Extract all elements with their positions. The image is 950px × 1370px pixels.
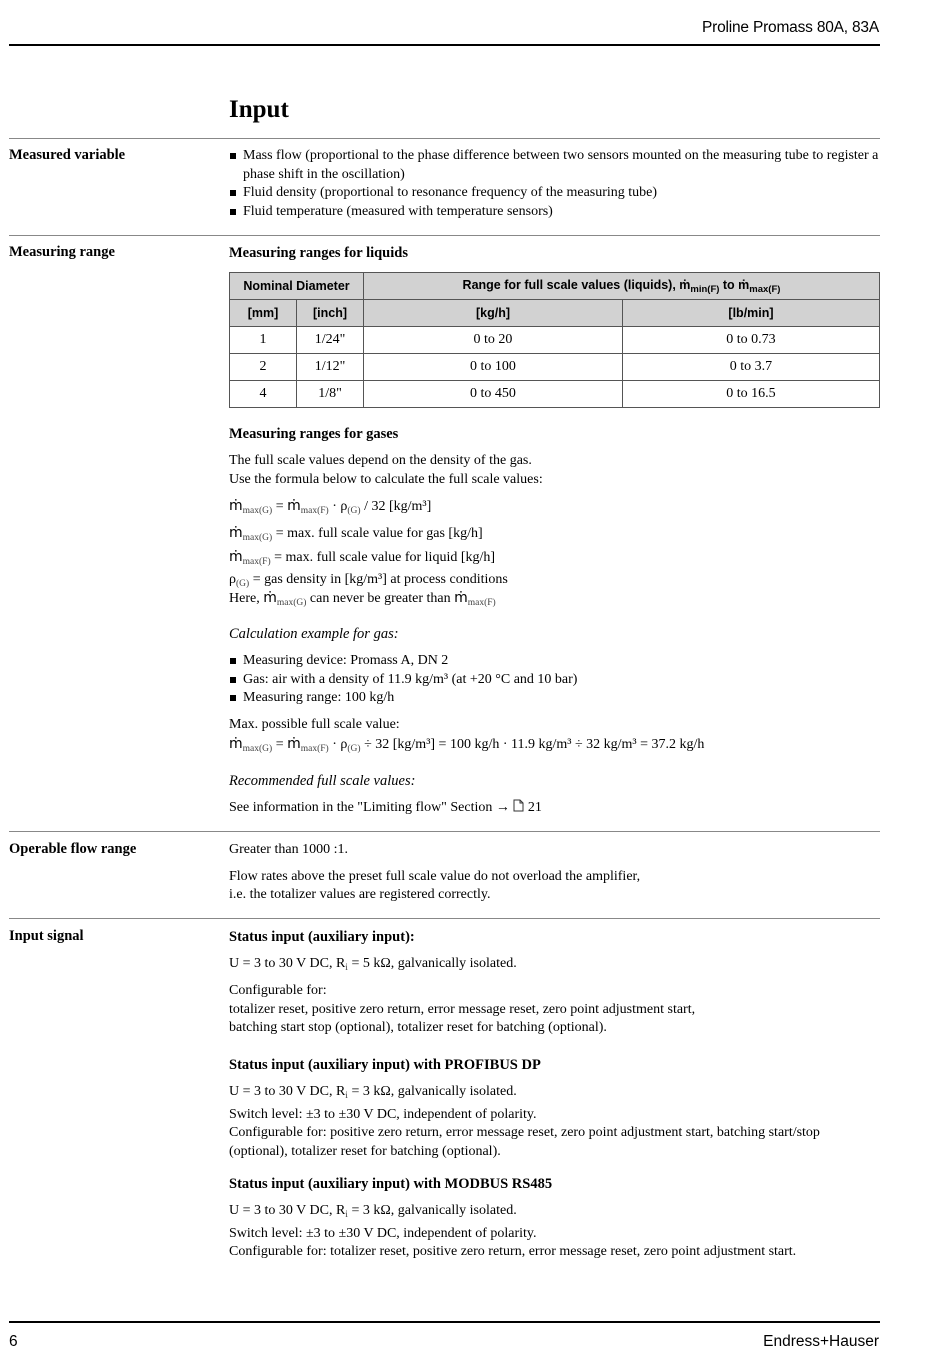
text: = 5 kΩ, galvanically isolated. (347, 956, 517, 971)
page-number: 6 (9, 1333, 18, 1350)
mdot-symbol: ṁ (454, 590, 468, 606)
header-rule (9, 44, 880, 46)
profibus-content (229, 1083, 880, 1161)
calc-heading: Calculation example for gas: (229, 626, 399, 642)
brand-name: Endress+Hauser (763, 1333, 879, 1350)
paragraph: Flow rates above the preset full scale value do not overload the amplifier, (229, 868, 641, 884)
table-cell: 0 to 20 (364, 327, 623, 354)
status-input-config (229, 982, 880, 1038)
label-measured-variable: Measured variable (9, 147, 126, 163)
subscript: max(G) (242, 533, 273, 543)
running-header: Proline Promass 80A, 83A (702, 19, 879, 36)
table-header-range (364, 273, 880, 300)
list-item: Gas: air with a density of 11.9 kg/m³ (at +20 °C and 10 bar) (229, 671, 880, 690)
table-cell: 1/8" (297, 381, 364, 408)
paragraph: Use the formula below to calculate the full scale values: (229, 471, 543, 487)
text: ÷ 32 [kg/m³] = 100 kg/h · 11.9 kg/m³ ÷ 32 kg/m³ = 37.2 kg/h (360, 736, 705, 752)
subscript: max(F) (242, 556, 271, 567)
here-note (229, 589, 880, 613)
header-sub: max(F) (749, 283, 781, 295)
modbus-heading: Status input (auxiliary input) with MODBUS RS485 (229, 1176, 553, 1192)
list-item: Mass flow (proportional to the phase difference between two sensors mounted on the measuring tube to register a phase shift in the oscillation) (229, 147, 880, 184)
measured-variable-list (229, 147, 880, 221)
paragraph: Max. possible full scale value: (229, 717, 400, 732)
footer-rule (9, 1321, 880, 1323)
paragraph: Configurable for: (229, 983, 327, 998)
subscript: (G) (347, 506, 361, 516)
list-item: Fluid density (proportional to resonance frequency of the measuring tube) (229, 184, 880, 203)
subscript: i (345, 1210, 348, 1220)
table-cell: 4 (230, 381, 297, 408)
divider (9, 235, 880, 236)
subscript: max(F) (300, 743, 329, 754)
paragraph (229, 1083, 880, 1106)
liquids-range-table (229, 272, 880, 408)
paragraph: i.e. the totalizer values are registered correctly. (229, 887, 491, 902)
paragraph: Greater than 1000 :1. (229, 842, 348, 857)
paragraph: Switch level: ±3 to ±30 V DC, independent of polarity. (229, 1106, 537, 1122)
section-title: Input (229, 96, 289, 123)
recommended-heading: Recommended full scale values: (229, 773, 416, 789)
gases-text (229, 452, 880, 489)
text: = (272, 499, 288, 514)
table-row (230, 354, 880, 381)
list-item: Measuring device: Promass A, DN 2 (229, 652, 880, 671)
text: = 3 kΩ, galvanically isolated. (347, 1203, 517, 1218)
mdot-symbol: ṁ (229, 525, 243, 541)
subscript: max(G) (242, 743, 273, 754)
text: = (272, 736, 288, 752)
text: U = 3 to 30 V DC, R (229, 1203, 346, 1218)
subscript: i (345, 1091, 348, 1101)
max-possible (229, 716, 880, 758)
paragraph: totalizer reset, positive zero return, error message reset, zero point adjustment start, (229, 1001, 696, 1017)
table-cell: 0 to 0.73 (623, 327, 880, 354)
mdot-symbol: ṁ (263, 590, 277, 606)
table-row (230, 327, 880, 354)
table-row (230, 381, 880, 408)
text: See information in the "Limiting flow" Section → (229, 800, 514, 815)
paragraph: The full scale values depend on the density of the gas. (229, 453, 532, 468)
list-item: Measuring range: 100 kg/h (229, 689, 880, 708)
table-header-nominal: Nominal Diameter (230, 273, 364, 300)
unit-header: [mm] (230, 300, 297, 327)
label-operable-flow-range: Operable flow range (9, 841, 137, 857)
subscript: (G) (347, 743, 361, 754)
liquids-heading: Measuring ranges for liquids (229, 245, 408, 261)
table-cell: 0 to 450 (364, 381, 623, 408)
subscript: max(F) (300, 506, 329, 516)
mdot-symbol: ṁ (287, 498, 301, 514)
divider (9, 831, 880, 832)
calc-formula (229, 735, 880, 759)
paragraph: Configurable for: totalizer reset, positive zero return, error message reset, zero point adjustment start. (229, 1244, 797, 1259)
divider (9, 138, 880, 139)
profibus-heading: Status input (auxiliary input) with PROFIBUS DP (229, 1057, 541, 1073)
list-item: Fluid temperature (measured with temperature sensors) (229, 203, 880, 222)
text: = gas density in [kg/m³] at process conditions (249, 572, 508, 587)
header-sub: min(F) (690, 283, 720, 295)
text: · ρ (328, 499, 348, 514)
mdot-symbol: ṁ (287, 735, 301, 752)
text: · ρ (328, 736, 348, 752)
subscript: max(F) (467, 598, 496, 608)
definition (229, 524, 880, 548)
text: U = 3 to 30 V DC, R (229, 956, 346, 971)
measured-variable-content (229, 147, 880, 221)
text: = max. full scale value for liquid [kg/h] (270, 549, 496, 565)
subscript: max(G) (276, 598, 307, 608)
table-cell: 1 (230, 327, 297, 354)
page-reference-icon (513, 799, 524, 812)
divider (9, 918, 880, 919)
status-input-heading: Status input (auxiliary input): (229, 929, 415, 945)
text: U = 3 to 30 V DC, R (229, 1084, 346, 1099)
unit-header: [lb/min] (623, 300, 880, 327)
calc-content (229, 652, 880, 708)
text: / 32 [kg/m³] (360, 499, 432, 514)
label-measuring-range: Measuring range (9, 244, 115, 260)
mdot-symbol: ṁ (229, 548, 243, 565)
recommended-text (229, 799, 880, 818)
subscript: (G) (236, 579, 250, 589)
text: Here, (229, 591, 264, 606)
operable-flow-content (229, 841, 880, 905)
rho-symbol: ρ (229, 572, 236, 587)
table-cell: 0 to 3.7 (623, 354, 880, 381)
header-text: Range for full scale values (liquids), ṁ (462, 277, 691, 292)
paragraph: Switch level: ±3 to ±30 V DC, independent of polarity. (229, 1225, 537, 1241)
text: = max. full scale value for gas [kg/h] (272, 526, 483, 541)
definition (229, 548, 880, 572)
paragraph (229, 1202, 880, 1225)
table-cell: 0 to 100 (364, 354, 623, 381)
gases-heading: Measuring ranges for gases (229, 426, 399, 442)
subscript: max(G) (242, 506, 273, 516)
paragraph: Configurable for: positive zero return, error message reset, zero point adjustment start, batching start/stop (optional), totalizer reset for batching (optional). (229, 1125, 820, 1159)
calc-list (229, 652, 880, 708)
mdot-symbol: ṁ (229, 498, 243, 514)
subscript: i (345, 963, 348, 973)
table-cell: 0 to 16.5 (623, 381, 880, 408)
formula-definitions (229, 524, 880, 594)
paragraph: batching start stop (optional), totalizer reset for batching (optional). (229, 1020, 607, 1035)
text: = 3 kΩ, galvanically isolated. (347, 1084, 517, 1099)
label-input-signal: Input signal (9, 928, 84, 944)
unit-header: [kg/h] (364, 300, 623, 327)
table-cell: 1/12" (297, 354, 364, 381)
status-input-spec (229, 955, 880, 978)
table-cell: 2 (230, 354, 297, 381)
header-text: to ṁ (719, 277, 750, 292)
page-number[interactable]: 21 (524, 800, 542, 815)
text: can never be greater than (306, 591, 455, 606)
mdot-symbol: ṁ (229, 735, 243, 752)
modbus-content (229, 1202, 880, 1262)
unit-header: [inch] (297, 300, 364, 327)
formula (229, 497, 880, 521)
table-cell: 1/24" (297, 327, 364, 354)
